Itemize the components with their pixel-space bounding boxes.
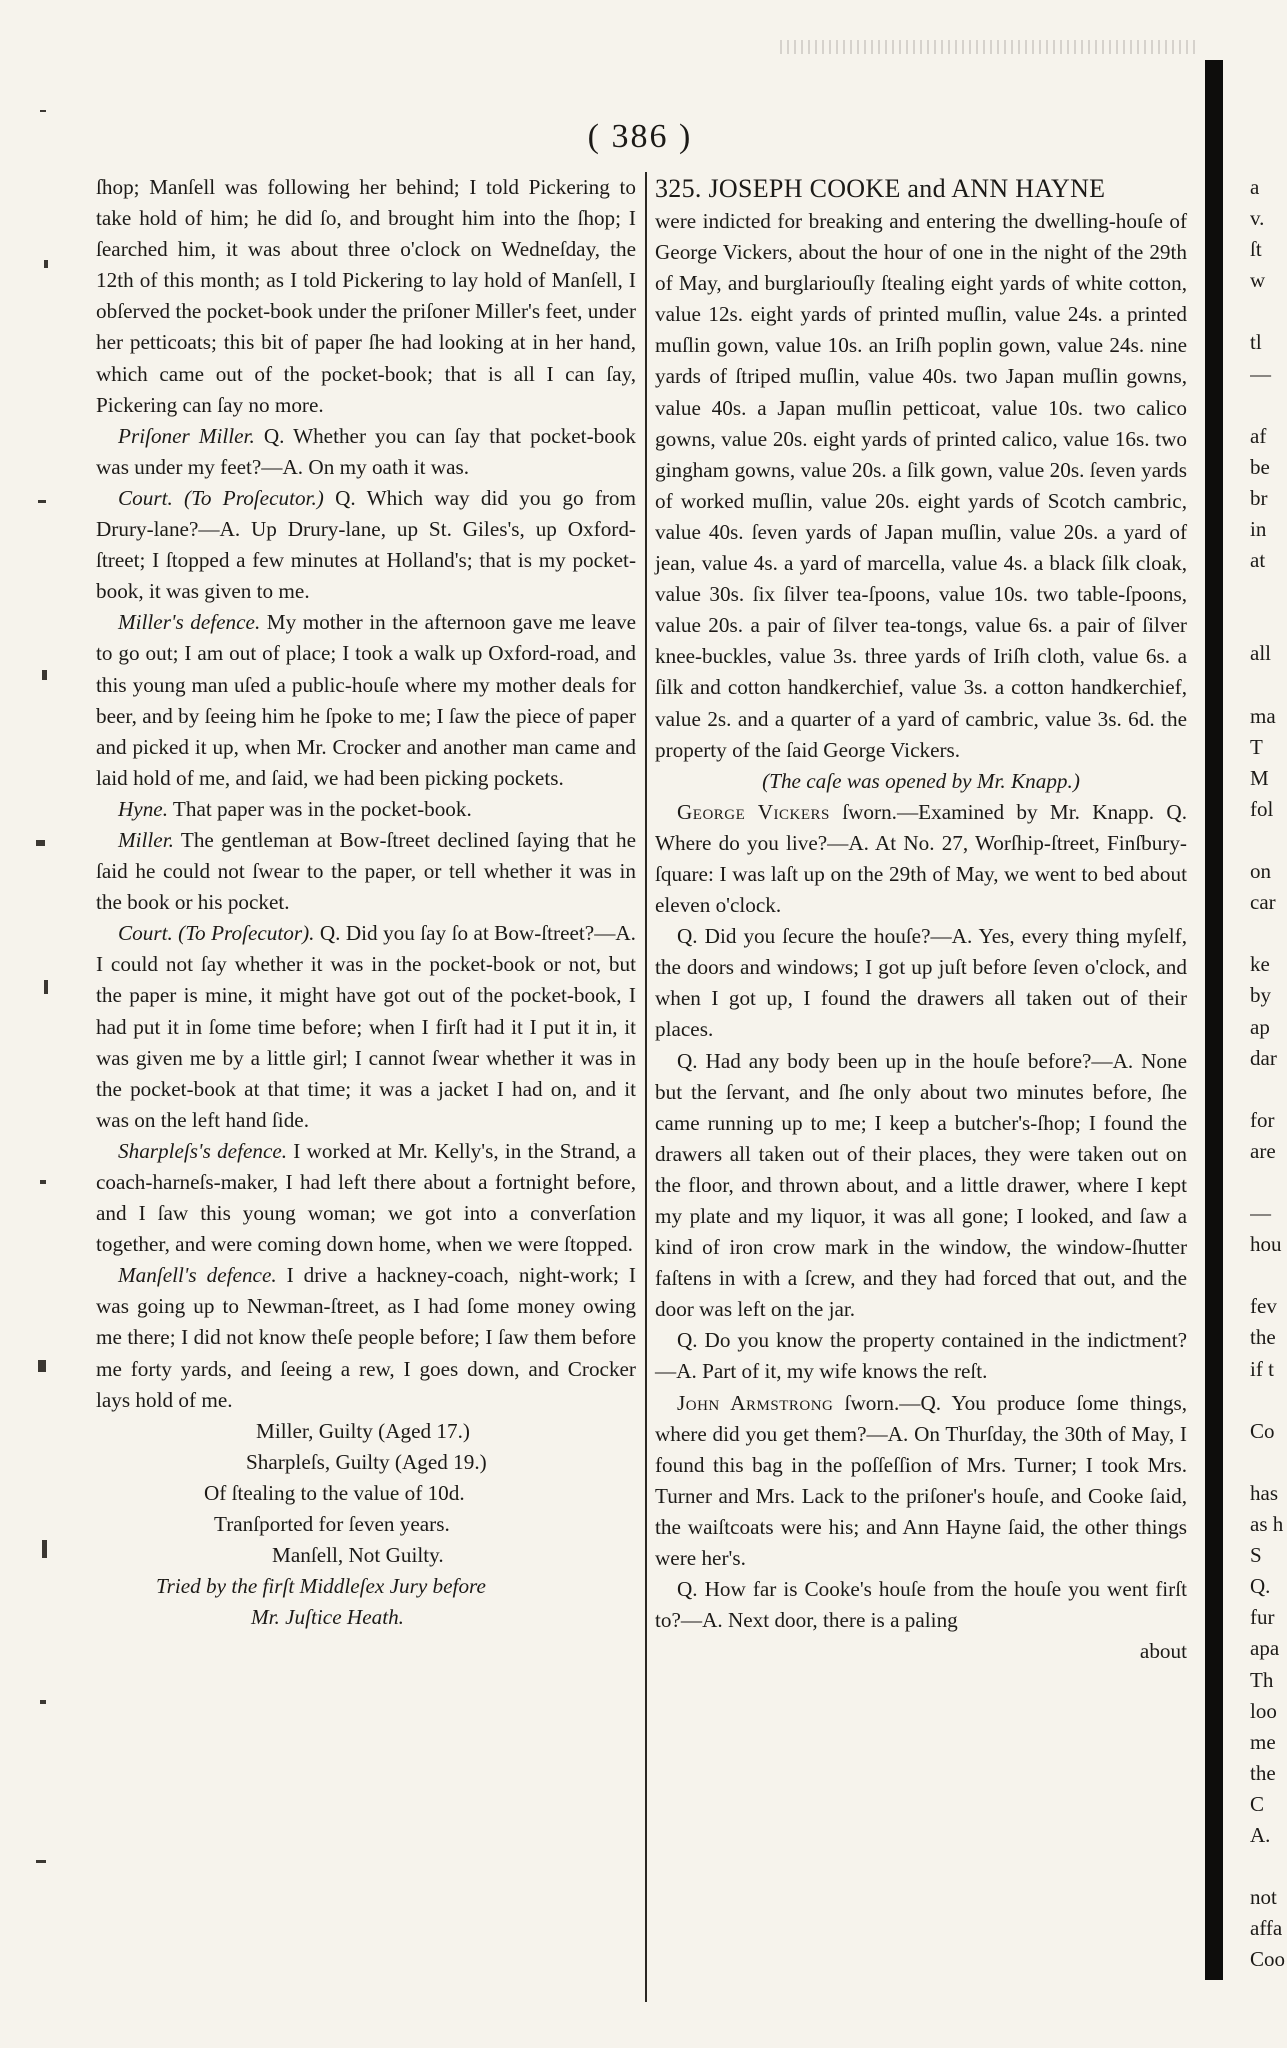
fragment-line: [1250, 1260, 1287, 1291]
scan-mark: [40, 1700, 46, 1704]
fragment-line: [1250, 1167, 1287, 1198]
paragraph-text: were indicted for breaking and entering the dwelling-houſe of George Vickers, about the hour of one in the night of the 29th of May, and burglariouſly ſtealing eight yards of white cotton, value 12s. eight yards of printed muſlin, value 24s. a printed muſlin gown, value 10s. an Iriſh poplin gown, value 24s. nine yards of ſtriped muſlin, value 40s. two Japan muſlin gowns, value 40s. a Japan muſlin petticoat, value 10s. two calico gowns, value 20s. eight yards of printed calico, value 16s. two gingham gowns, value 20s. a ſilk gown, value 20s. ſeven yards of worked muſlin, value 20s. eight yards of Scotch cambric, value 40s. ſeven yards of Japan muſlin, value 20s. a yard of jean, value 4s. a yard of marcella, value 4s. a black ſilk cloak, value 30s. ſix ſilver tea-ſpoons, value 10s. two table-ſpoons, value 20s. a pair of ſilver tea-tongs, value 6s. a pair of ſilver knee-buckles, value 3s. three yards of Iriſh cloth, value 6s. a ſilk and cotton handkerchief, value 3s. a cotton handkerchief, value 2s. and a quarter of a yard of cambric, value 3s. 6d. the property of the ſaid George Vickers.: [655, 209, 1187, 762]
verdict-miller: Miller, Guilty (Aged 17.): [256, 1418, 470, 1443]
fragment-line: S: [1250, 1543, 1262, 1568]
fragment-line: T: [1250, 734, 1263, 759]
right-column-fragment: [1250, 172, 1287, 1975]
testimony-paragraph: [655, 206, 1187, 766]
speaker-label: Manſell's defence.: [118, 1263, 277, 1288]
fragment-line: the: [1250, 1325, 1276, 1350]
fragment-line: M: [1250, 765, 1269, 790]
fragment-line: affa: [1250, 1916, 1283, 1941]
testimony-paragraph: [655, 797, 1187, 921]
fragment-line: ke: [1250, 952, 1270, 977]
scan-mark: [38, 500, 46, 503]
testimony-paragraph: [96, 172, 636, 421]
fragment-line: fol: [1250, 796, 1274, 821]
tried-by-line: Tried by the firſt Middleſex Jury before: [156, 1574, 486, 1599]
fragment-line: apa: [1250, 1636, 1280, 1661]
fragment-line: for: [1250, 1107, 1275, 1132]
paragraph-text: ſhop; Manſell was following her behind; I told Pickering to take hold of him; he did ſo, and brought him into the ſhop; I ſearched him, it was about three o'clock on Wedneſday, the 12th of this month; as I told Pickering to lay hold of Manſell, I obſerved the pocket-book under the priſoner Miller's feet, under her petticoats; this bit of paper ſhe had looking at in her hand, which came out of the pocket-book; that is all I can ſay, Pickering can ſay no more.: [96, 175, 636, 417]
fragment-line: a: [1250, 175, 1260, 199]
paragraph-text: Q. How far is Cooke's houſe from the houſe you went firſt to?—A. Next door, there is a paling: [655, 1577, 1187, 1633]
fragment-line: dar: [1250, 1045, 1277, 1070]
catchword: about: [1139, 1639, 1187, 1664]
verdict-charge: Of ſtealing to the value of 10d.: [204, 1480, 465, 1505]
paragraph-text: ſworn.—Q. You produce ſome things, where did you get them?—A. On Thurſday, the 30th of May, I found this bag in the poſſeſſion of Mrs. Turner; I took Mrs. Turner and Mrs. Lack to the priſoner's houſe, and Cooke ſaid, the waiſtcoats were his; and Ann Hayne ſaid, the other things were her's.: [655, 1390, 1187, 1571]
testimony-paragraph: [96, 1260, 636, 1415]
paragraph-text: Q. Did you ſecure the houſe?—A. Yes, every thing myſelf, the doors and windows; I got up juſt before ſeven o'clock, and when I got up, I found the drawers all taken out of their places.: [655, 924, 1187, 1042]
fragment-line: ap: [1250, 1014, 1270, 1039]
fragment-line: af: [1250, 423, 1267, 448]
fragment-line: [1250, 825, 1287, 856]
paragraph-text: (The caſe was opened by Mr. Knapp.): [762, 768, 1080, 793]
fragment-line: [1250, 607, 1287, 638]
fragment-line: [1250, 1447, 1287, 1478]
paragraph-text: I drive a hackney-coach, night-work; I was going up to Newman-ſtreet, as I had ſome money owing me there; I did not know theſe people before; I ſaw them before me forty yards, and ſeeing a rew, I goes down, and Crocker lays hold of me.: [96, 1263, 636, 1412]
testimony-paragraph: [655, 921, 1187, 1045]
paragraph-text: Q. Did you ſay ſo at Bow-ſtreet?—A. I could not ſay whether it was in the pocket-book or not, but the paper is mine, it might have got out of the pocket-book, I had put it in ſome time before; when I firſt had it I put it in, it was given me by a little girl; I cannot ſwear whether it was in the pocket-book at that time; it was a jacket I had on, and it was on the left hand ſide.: [96, 921, 636, 1132]
fragment-line: me: [1250, 1729, 1276, 1754]
speaker-label: Priſoner Miller.: [118, 423, 255, 448]
testimony-paragraph: [655, 1325, 1187, 1387]
fragment-line: the: [1250, 1760, 1276, 1785]
fragment-line: [1250, 1074, 1287, 1105]
paragraph-text: I worked at Mr. Kelly's, in the Strand, a coach-harneſs-maker, I had left there about a fortnight before, and I ſaw this young woman; we got into a converſation together, and were coming down home, when we were ſtopped.: [96, 1138, 636, 1257]
speaker-label: Hyne.: [118, 796, 168, 821]
fragment-line: in: [1250, 517, 1267, 542]
fragment-line: A.: [1250, 1822, 1271, 1847]
judge-line: Mr. Juſtice Heath.: [251, 1605, 404, 1630]
speaker-label: Court. (To Proſecutor.): [118, 485, 324, 510]
fragment-line: Co: [1250, 1418, 1275, 1443]
scan-artifact: [780, 40, 1200, 54]
scan-mark: [44, 260, 48, 268]
page-number: ( 386 ): [587, 118, 693, 155]
verdict-sentence: Tranſported for ſeven years.: [214, 1512, 450, 1537]
fragment-line: all: [1250, 641, 1271, 666]
fragment-line: —: [1250, 1201, 1271, 1226]
fragment-line: ſt: [1250, 237, 1262, 262]
fragment-line: [1250, 576, 1287, 607]
fragment-line: [1250, 670, 1287, 701]
testimony-paragraph: [96, 794, 636, 825]
verdict-sharpless: Sharpleſs, Guilty (Aged 19.): [246, 1449, 487, 1474]
fragment-line: fev: [1250, 1294, 1277, 1319]
speaker-label: Sharpleſs's defence.: [118, 1138, 288, 1163]
fragment-line: on: [1250, 859, 1271, 884]
testimony-paragraph: [655, 766, 1187, 797]
paragraph-text: The gentleman at Bow-ſtreet declined ſaying that he ſaid he could not ſwear to the paper, or tell whether it was in the book or his pocket.: [96, 827, 636, 915]
speaker-label: Court. (To Proſecutor).: [118, 921, 315, 946]
fragment-line: at: [1250, 548, 1266, 573]
scan-mark: [40, 110, 46, 112]
fragment-line: if t: [1250, 1356, 1274, 1381]
testimony-paragraph: [655, 1388, 1187, 1575]
fragment-line: loo: [1250, 1698, 1277, 1723]
verdict-mansell: Manſell, Not Guilty.: [272, 1543, 444, 1568]
fragment-line: Coo: [1250, 1947, 1286, 1972]
fragment-line: —: [1250, 361, 1271, 386]
speaker-label: Miller's defence.: [118, 610, 261, 635]
scan-mark: [42, 670, 47, 680]
middle-column: [655, 172, 1187, 1667]
scan-mark: [36, 1860, 46, 1863]
testimony-paragraph: [96, 483, 636, 607]
fragment-line: not: [1250, 1885, 1277, 1910]
fragment-line: [1250, 1851, 1287, 1882]
case-title: 325. JOSEPH COOKE and ANN HAYNE: [655, 174, 1106, 203]
fragment-line: ma: [1250, 703, 1276, 728]
fragment-line: by: [1250, 983, 1271, 1008]
fragment-line: car: [1250, 890, 1276, 915]
testimony-paragraph: [655, 1046, 1187, 1326]
binding-shadow: [1205, 60, 1223, 1980]
speaker-label: Miller.: [118, 827, 174, 852]
fragment-line: tl: [1250, 330, 1262, 355]
paragraph-text: Q. Whether you can ſay that pocket-book was under my feet?—A. On my oath it was.: [96, 423, 637, 479]
testimony-paragraph: [96, 607, 636, 794]
fragment-line: be: [1250, 454, 1270, 479]
fragment-line: C: [1250, 1791, 1265, 1816]
testimony-paragraph: [96, 1136, 636, 1260]
fragment-line: as h: [1250, 1512, 1284, 1537]
fragment-line: [1250, 296, 1287, 327]
left-margin-marks: [0, 80, 60, 1980]
scan-mark: [36, 840, 45, 846]
speaker-label: John Armstrong: [677, 1390, 834, 1415]
column-divider: [645, 172, 647, 2002]
paragraph-text: Q. Do you know the property contained in the indictment?—A. Part of it, my wife knows the reſt.: [655, 1328, 1187, 1384]
fragment-line: w: [1250, 268, 1266, 293]
testimony-paragraph: [96, 421, 636, 483]
paragraph-text: My mother in the afternoon gave me leave to go out; I am out of place; I took a walk up Oxford-road, and this young man uſed a public-houſe where my mother deals for beer, and by ſeeing him he ſpoke to me; I ſaw the piece of paper and picked it up, when Mr. Crocker and another man came and laid hold of me, and ſaid, we had been picking pockets.: [96, 610, 636, 790]
paragraph-text: Q. Which way did you go from Drury-lane?—A. Up Drury-lane, up St. Giles's, up Oxford-ſtreet; I ſtopped a few minutes at Holland's; that is my pocket-book, it was given to me.: [96, 485, 636, 604]
fragment-line: are: [1250, 1138, 1276, 1163]
scan-mark: [38, 1360, 46, 1372]
fragment-line: Th: [1250, 1667, 1274, 1692]
fragment-line: [1250, 1385, 1287, 1416]
testimony-paragraph: [96, 825, 636, 918]
fragment-line: fur: [1250, 1605, 1275, 1630]
left-column: [96, 172, 636, 1633]
paragraph-text: ſworn.—Examined by Mr. Knapp. Q. Where do you live?—A. At No. 27, Worſhip-ſtreet, Finſbury-ſquare: I was laſt up on the 29th of May, we went to bed about eleven o'clock.: [655, 799, 1188, 918]
testimony-paragraph: [655, 1574, 1187, 1636]
testimony-paragraph: [96, 918, 636, 1136]
fragment-line: v.: [1250, 206, 1265, 231]
fragment-line: [1250, 390, 1287, 421]
fragment-line: [1250, 918, 1287, 949]
fragment-line: hou: [1250, 1232, 1282, 1257]
fragment-line: has: [1250, 1480, 1278, 1505]
paragraph-text: That paper was in the pocket-book.: [168, 796, 472, 821]
speaker-label: George Vickers: [677, 799, 830, 824]
scan-mark: [44, 980, 48, 994]
paragraph-text: Q. Had any body been up in the houſe before?—A. None but the ſervant, and ſhe only about two minutes before, ſhe came running up to me; I keep a butcher's-ſhop; I found the drawers all taken out of their places, they were taken out on the floor, and thrown about, and a little drawer, where I kept my plate and my liquor, it was all gone; I looked, and ſaw a kind of iron crow mark in the window, the window-ſhutter faſtens in with a ſcrew, and they had forced that out, and the door was left on the jar.: [655, 1048, 1187, 1322]
fragment-line: br: [1250, 485, 1268, 510]
scan-mark: [40, 1180, 46, 1184]
scan-mark: [42, 1540, 47, 1558]
fragment-line: Q.: [1250, 1574, 1271, 1599]
